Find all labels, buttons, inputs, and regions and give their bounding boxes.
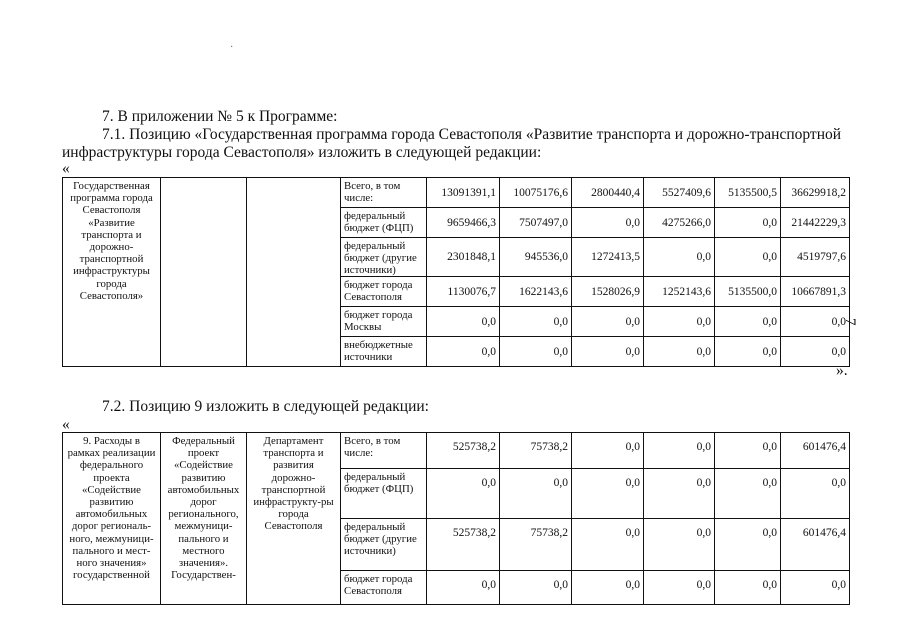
funding-value-cell: 2800440,4 bbox=[572, 178, 644, 208]
table-row bbox=[63, 178, 850, 208]
funding-value-cell: 0,0 bbox=[644, 519, 715, 571]
funding-value-cell: 0,0 bbox=[572, 208, 644, 238]
close-quote-1: ». bbox=[836, 362, 848, 379]
funding-value-cell: 0,0 bbox=[781, 571, 850, 605]
funding-value-cell: 0,0 bbox=[572, 571, 644, 605]
funding-value-cell: 0,0 bbox=[572, 307, 644, 337]
funding-value-cell: 0,0 bbox=[715, 433, 781, 469]
position-name-cell: Государственная программа города Севастополя «Развитие транспорта и дорожно-транспортной инфраструктуры города Севастополя» bbox=[63, 178, 161, 367]
heading-7: 7. В приложении № 5 к Программе: bbox=[102, 108, 338, 125]
funding-source-label: бюджет города Севастополя bbox=[341, 277, 427, 307]
funding-source-label: Всего, в том числе: bbox=[341, 433, 427, 469]
funding-value-cell: 0,0 bbox=[500, 337, 572, 367]
funding-value-cell: 0,0 bbox=[427, 337, 500, 367]
funding-value-cell: 21442229,3 bbox=[781, 208, 850, 238]
funding-value-cell: 4519797,6 bbox=[781, 238, 850, 277]
funding-value-cell: 36629918,2 bbox=[781, 178, 850, 208]
funding-source-label: внебюджетные источники bbox=[341, 337, 427, 367]
funding-value-cell: 1272413,5 bbox=[572, 238, 644, 277]
funding-value-cell: 0,0 bbox=[715, 208, 781, 238]
table-row bbox=[63, 433, 850, 469]
funding-value-cell: 1252143,6 bbox=[644, 277, 715, 307]
position-9-table bbox=[62, 432, 850, 605]
funding-value-cell: 601476,4 bbox=[781, 433, 850, 469]
funding-value-cell: 1528026,9 bbox=[572, 277, 644, 307]
funding-value-cell: 0,0 bbox=[500, 469, 572, 519]
funding-value-cell: 10075176,6 bbox=[500, 178, 572, 208]
funding-value-cell: 0,0 bbox=[427, 307, 500, 337]
funding-value-cell: 0,0 bbox=[715, 238, 781, 277]
funding-value-cell: 0,0 bbox=[715, 469, 781, 519]
funding-value-cell: 0,0 bbox=[427, 469, 500, 519]
funding-value-cell: 525738,2 bbox=[427, 433, 500, 469]
paragraph-7-1-line1: 7.1. Позицию «Государственная программа города Севастополя «Развитие транспорта и дорожно-транспортной bbox=[102, 126, 842, 143]
page-number: 7 bbox=[842, 318, 858, 326]
funding-value-cell: 5135500,0 bbox=[715, 277, 781, 307]
funding-value-cell: 13091391,1 bbox=[427, 178, 500, 208]
funding-value-cell: 601476,4 bbox=[781, 519, 850, 571]
funding-value-cell: 0,0 bbox=[572, 337, 644, 367]
funding-source-label: федеральный бюджет (ФЦП) bbox=[341, 469, 427, 519]
paragraph-7-1-line2: инфраструктуры города Севастополя» изложить в следующей редакции: bbox=[62, 144, 542, 161]
project-cell bbox=[161, 178, 247, 367]
funding-value-cell: 0,0 bbox=[644, 469, 715, 519]
funding-source-label: федеральный бюджет (ФЦП) bbox=[341, 208, 427, 238]
funding-source-label: федеральный бюджет (другие источники) bbox=[341, 519, 427, 571]
funding-value-cell: 0,0 bbox=[715, 571, 781, 605]
funding-value-cell: 10667891,3 bbox=[781, 277, 850, 307]
funding-value-cell: 5527409,6 bbox=[644, 178, 715, 208]
program-funding-table bbox=[62, 177, 850, 367]
funding-value-cell: 1130076,7 bbox=[427, 277, 500, 307]
funding-source-label: федеральный бюджет (другие источники) bbox=[341, 238, 427, 277]
funding-value-cell: 945536,0 bbox=[500, 238, 572, 277]
funding-source-label: бюджет города Севастополя bbox=[341, 571, 427, 605]
funding-value-cell: 1622143,6 bbox=[500, 277, 572, 307]
funding-value-cell: 0,0 bbox=[644, 571, 715, 605]
funding-value-cell: 0,0 bbox=[644, 337, 715, 367]
funding-value-cell: 0,0 bbox=[644, 433, 715, 469]
funding-value-cell: 525738,2 bbox=[427, 519, 500, 571]
funding-value-cell: 4275266,0 bbox=[644, 208, 715, 238]
funding-source-label: Всего, в том числе: bbox=[341, 178, 427, 208]
project-cell: Федеральный проект «Содействие развитию автомобильных дорог регионального, межмуници-пального и местного значения». Государствен- bbox=[161, 433, 247, 605]
funding-value-cell: 0,0 bbox=[500, 307, 572, 337]
paragraph-7-2: 7.2. Позицию 9 изложить в следующей редакции: bbox=[102, 398, 429, 415]
funding-value-cell: 0,0 bbox=[644, 238, 715, 277]
funding-value-cell: 0,0 bbox=[781, 337, 850, 367]
scan-speck: · bbox=[230, 42, 234, 53]
funding-value-cell: 0,0 bbox=[572, 433, 644, 469]
funding-value-cell: 9659466,3 bbox=[427, 208, 500, 238]
funding-value-cell: 0,0 bbox=[572, 469, 644, 519]
funding-value-cell: 0,0 bbox=[715, 519, 781, 571]
open-quote-1: « bbox=[62, 160, 70, 177]
funding-value-cell: 0,0 bbox=[572, 519, 644, 571]
funding-value-cell: 7507497,0 bbox=[500, 208, 572, 238]
funding-value-cell: 75738,2 bbox=[500, 433, 572, 469]
funding-value-cell: 0,0 bbox=[781, 469, 850, 519]
funding-value-cell: 5135500,5 bbox=[715, 178, 781, 208]
funding-value-cell: 0,0 bbox=[644, 307, 715, 337]
funding-value-cell: 2301848,1 bbox=[427, 238, 500, 277]
position-name-cell: 9. Расходы в рамках реализации федерального проекта «Содействие развитию автомобильных дорог региональ-ного, межмуници-пального и мест-ного значения» государственной bbox=[63, 433, 161, 605]
funding-value-cell: 0,0 bbox=[715, 337, 781, 367]
funding-source-label: бюджет города Москвы bbox=[341, 307, 427, 337]
funding-value-cell: 0,0 bbox=[781, 307, 850, 337]
executor-cell bbox=[247, 178, 341, 367]
funding-value-cell: 0,0 bbox=[500, 571, 572, 605]
funding-value-cell: 0,0 bbox=[427, 571, 500, 605]
executor-cell: Департамент транспорта и развития дорожно-транспортной инфраструкту-ры города Севастополя bbox=[247, 433, 341, 605]
open-quote-2: « bbox=[62, 416, 70, 433]
funding-value-cell: 0,0 bbox=[715, 307, 781, 337]
funding-value-cell: 75738,2 bbox=[500, 519, 572, 571]
